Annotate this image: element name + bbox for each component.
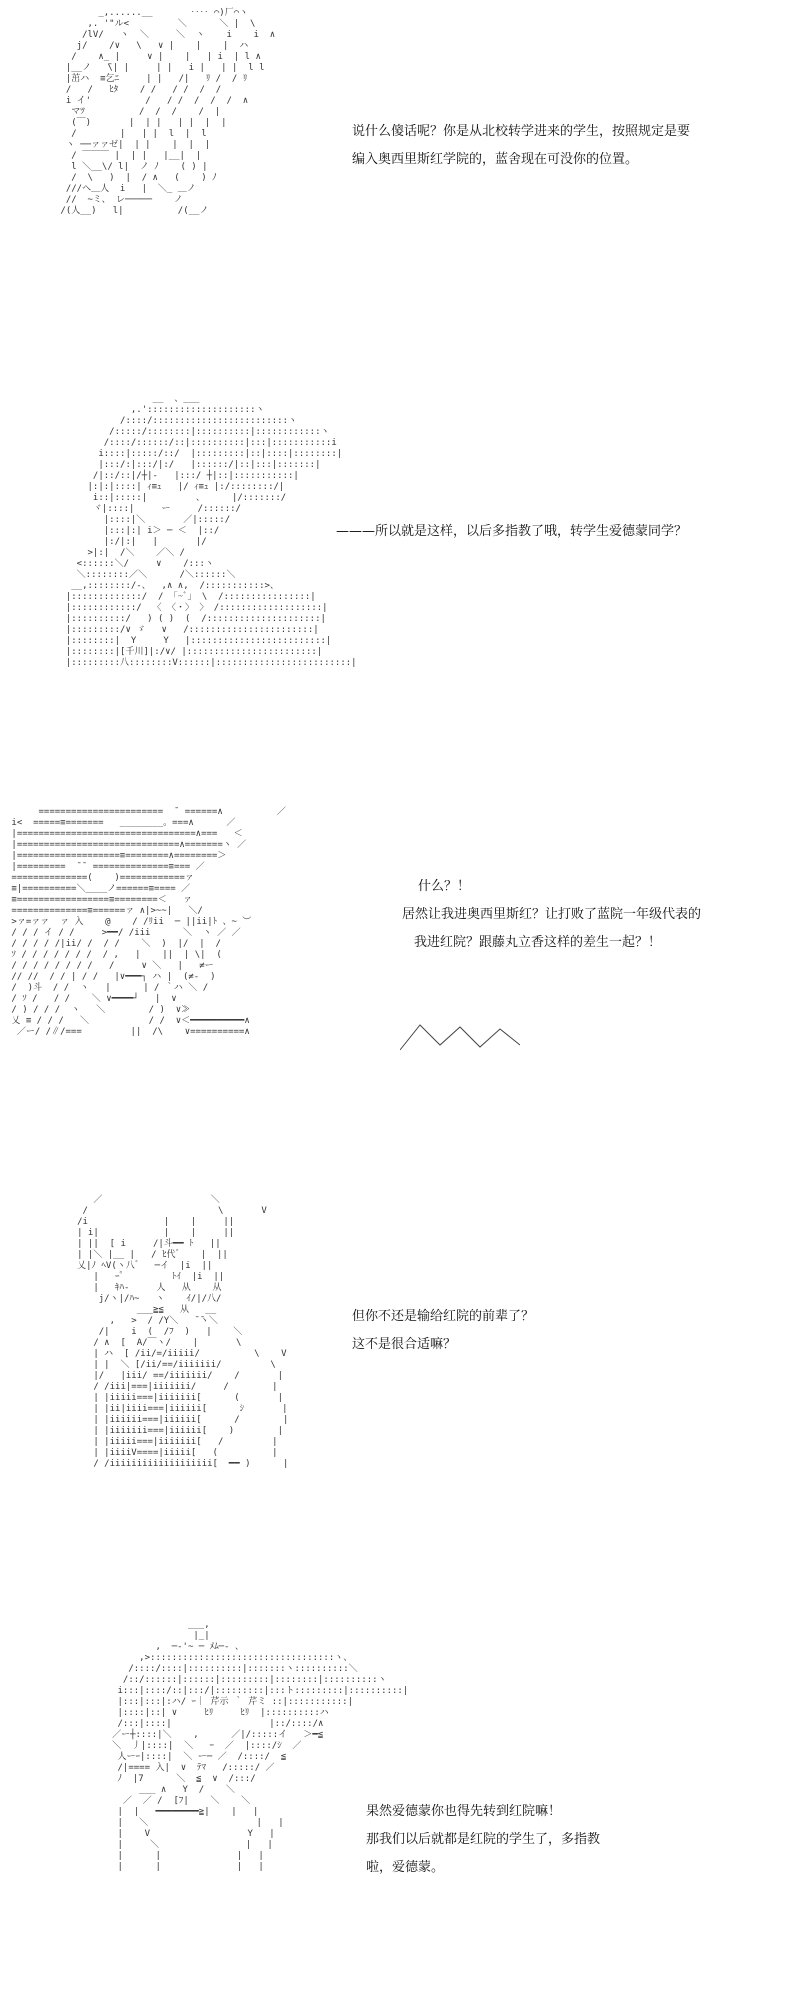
dialog-line: 我进红院？跟藤丸立香这样的差生一起？！ — [414, 935, 662, 950]
ascii-art-action-scene: ======================= ̄ ======∧ ／ i< =====≡======= ________。===∧ ／ |=================================∧=== ＜ |==============================∧=======ヽ ／ |===================≡========∧========＞ |========= ̄ ̄ ==============≡=== ／ ==============( )============ァ ≡|==========＼____ノ======≡==== ／ ≡=================≡========＜ ァ ==============≡======ァ ∧|>~~| ＼/ >ァ=ァァ ァ 入 @ / /ﾘii ─ ||ii|ﾄ 、~ ︶ / / / イ / / >━━/ /iii ＼ ヽ ／ ／ / / / / /|ii/ / / / ＼ ) |/ | / ｿ / / / / / / / / , | || | \| ( / / / / / / / / / ∨ ＼ | ≠ー // // / / | / / |∨━━━┐ ハ | (≠- ) / )斗 / / ヽ | | / ｀ハ ＼ / / ｿ / / / ＼ ∨━━━━┘ | ∨ / ) / / / ヽ ＼ / ) ∨≫ 乂 ≡ / / / ＼ / / ∨＜━━━━━━━━━━∧ ／ー/ /∥/=== || /\ ∨==========∧ — [11, 807, 286, 1037]
panel-3 — [0, 805, 800, 1185]
ascii-art-character-1: _,......__ ‥‥ ⌒)厂⌒ヽ ,. '"ル< ＼ ＼ | \ /lV/ ヽ ＼ ＼ ヽ i i ∧ j/ /∨ \ ∨ | | | ハ / ∧_ | ∨ | | | i | l ∧ |__ノ ̄\| | | | i | | | l l |茁ハ ≡乞ﾆ | | /| ﾘ / / ﾘ / / ﾋﾀ / / / / / / i イ' / / / / / / ∧ マﾂ / / / / | (￣) | | | | | | | / | | | l | l ヽ ──ァァゼ| | | | | | / ￣￣￣ | | | |__| | l ＼__\/ l| ノ ﾉ ( ) | / \ ) | / ∧ ( ) ﾉ ///へ＿人 i | ＼_ ＿ノ // ~ミ、 レ───── ノ /(人__) l| /(__ノ — [60, 8, 276, 216]
panel-2 — [0, 390, 800, 790]
dialog-line: 但你不还是输给红院的前辈了？ — [352, 1309, 535, 1324]
panel-5 — [0, 1620, 800, 2000]
dialog-line: 那我们以后就都是红院的学生了，多指教 — [366, 1832, 601, 1847]
dialog-box-4 — [352, 1303, 534, 1359]
dialog-box-3 — [402, 873, 701, 957]
dialog-line: 果然爱德蒙你也得先转到红院嘛！ — [366, 1804, 562, 1819]
ascii-art-character-2: __ 、___ ,.'::::::::::::::::::::ヽ /::::/:::::::::::::::::::::::::ヽ /:::::/::::::::|::::::::::|::::::::::::ヽ /::::/::::::/::|::::::::::|:::|:::::::::::i i::::|:::::/::/ |:::::::::|::|::::|::::::::| |:::/:|:::/|:/ |::::::/|::|:::|:::::::| /|::/::|/┼|‐ |:::/ ┼|::|:::::::::::| |:|:|::::| ｨ≡ｭ |/ ｨ≡ｭ |:/::::::::/| i::|:::::| 、 |/:::::::/ ヾ|::::| ー /::::::/ |::::|＼ ／|:::::/ |:::|:| i＞ ─ ＜ |::/ |:/|:| | |/ >|:| /＼ ／＼ / <::::::＼/ ∨ /:::ヽ ＼::::::::／＼ /＼::::::＼ __,::::::::/-、 ,∧ ∧, /:::::::::::>、 |:::::::::::::/ / 「~ﾞ」 \ /::::::::::::::::| |::::::::::::/ 〈 〈・〉 〉 /:::::::::::::::::::| |::::::::::/ ) ( ) ( /:::::::::::::::::::::| |:::::::::/∨ ゞ ∨ /:::::::::::::::::::::::| |::::::::| Y Y |:::::::::::::::::::::::::| |::::::::|[千川]|:/∨/ |::::::::::::::::::::::::| |:::::::::八::::::::V::::::|:::::::::::::::::::::::::| — [65, 394, 357, 668]
dialog-line: 什么？！ — [418, 879, 471, 894]
dialog-box-5 — [366, 1798, 600, 1882]
dialog-box-2 — [336, 518, 687, 546]
dialog-line: ———所以就是这样，以后多指教了哦，转学生爱德蒙同学？ — [336, 524, 688, 539]
dialog-box-1 — [352, 118, 690, 174]
zigzag-decoration — [400, 1015, 520, 1055]
dialog-line: 说什么傻话呢？你是从北校转学进来的学生，按照规定是要 — [352, 124, 691, 139]
dialog-line: 这不是很合适嘛？ — [352, 1337, 457, 1352]
dialog-line: 编入奥西里斯红学院的，蓝舍现在可没你的位置。 — [352, 152, 639, 167]
panel-1 — [0, 0, 800, 380]
panel-4 — [0, 1195, 800, 1610]
ascii-art-character-5: ___, |_| , ─‐'~ ─ ﾒﾑ─‐ 、 ,>::::::::::::::::::::::::::::::::::ヽ、 /::::/::::|::::::::::|:::::::ヽ::::::::::＼ /::/::::::|::::::|:::::::::|::::::::|::::::::::ヽ i:::|::::/::|:::/|:::::::::|:::ト:::::::::|::::::::::| |:::|:::|:ハ/ ｰ｜ 芹示 ｀ 芹ミ ::|:::::::::::| |::::|::| ∨ ﾋﾘ ﾋﾘ |::::::::::ハ /:::|::::| |::/::::/∧ ／ー┼::::|＼ , ／|/:::::イ ＞━≦ ＼ 丿|::::| ＼ ｰ ／ |::::/ｼ ／ 人ーｰ|::::| ＼ ー─ ／ /::::/ ≦ /|==== 入| ∨ ﾃﾏ /:::::/ ／ ﾉ |7 ＼ ≦ ∨ /:::/ ___ ∧ Y / ＼ ／ ／ / [ﾌ| ＼ ＼ | | ━━━━━━━━≧| | | | ＼ | | | V Y | | ＼ | | | | | | | | | | — [112, 1620, 409, 1872]
dialog-line: 啦，爱德蒙。 — [366, 1860, 445, 1875]
ascii-art-character-4: ／ ＼ / \ V /i | | || | i| | | || | || [ i /|斗━━ ﾄ || | |＼ |__ | / ﾋ代゛ | || 乂|ﾉ ﾍV(ヽ八゛ ─イ |i || | ｰ゜ ﾄｲ |i || | ｷﾊ‐ 人 从 从 j/ヽ|/ﾊ~ ヽ ｲ/|/八/ ___≧≦ 从 __ , > / /Y＼ ̄ ̄ヽ＼ /| i ( /ﾌ ) | ＼ / ∧ [ A/￣ヽ/ | \ | ハ [ /ii/=/iiiii/ \ V | | ＼ [/ii/==/iiiiiii/ \ |/ |iii/ ==/iiiiiii/ / | / /iii|===|iiiiiii/ / | | |iiiii===|iiiiiii[ ( | | |ii|iiii===|iiiiii[ ｼ | | |iiiiii===|iiiiii[ / | | |iiiiiii===|iiiiii[ ) | | |iiiii===|iiiiiii[ / | | |iiiiV====|iiiii[ ( | / /iiiiiiiiiiiiiiiiiii[ ━━ ) | — [77, 1195, 289, 1469]
dialog-line: 居然让我进奥西里斯红？让打败了蓝院一年级代表的 — [402, 907, 702, 922]
